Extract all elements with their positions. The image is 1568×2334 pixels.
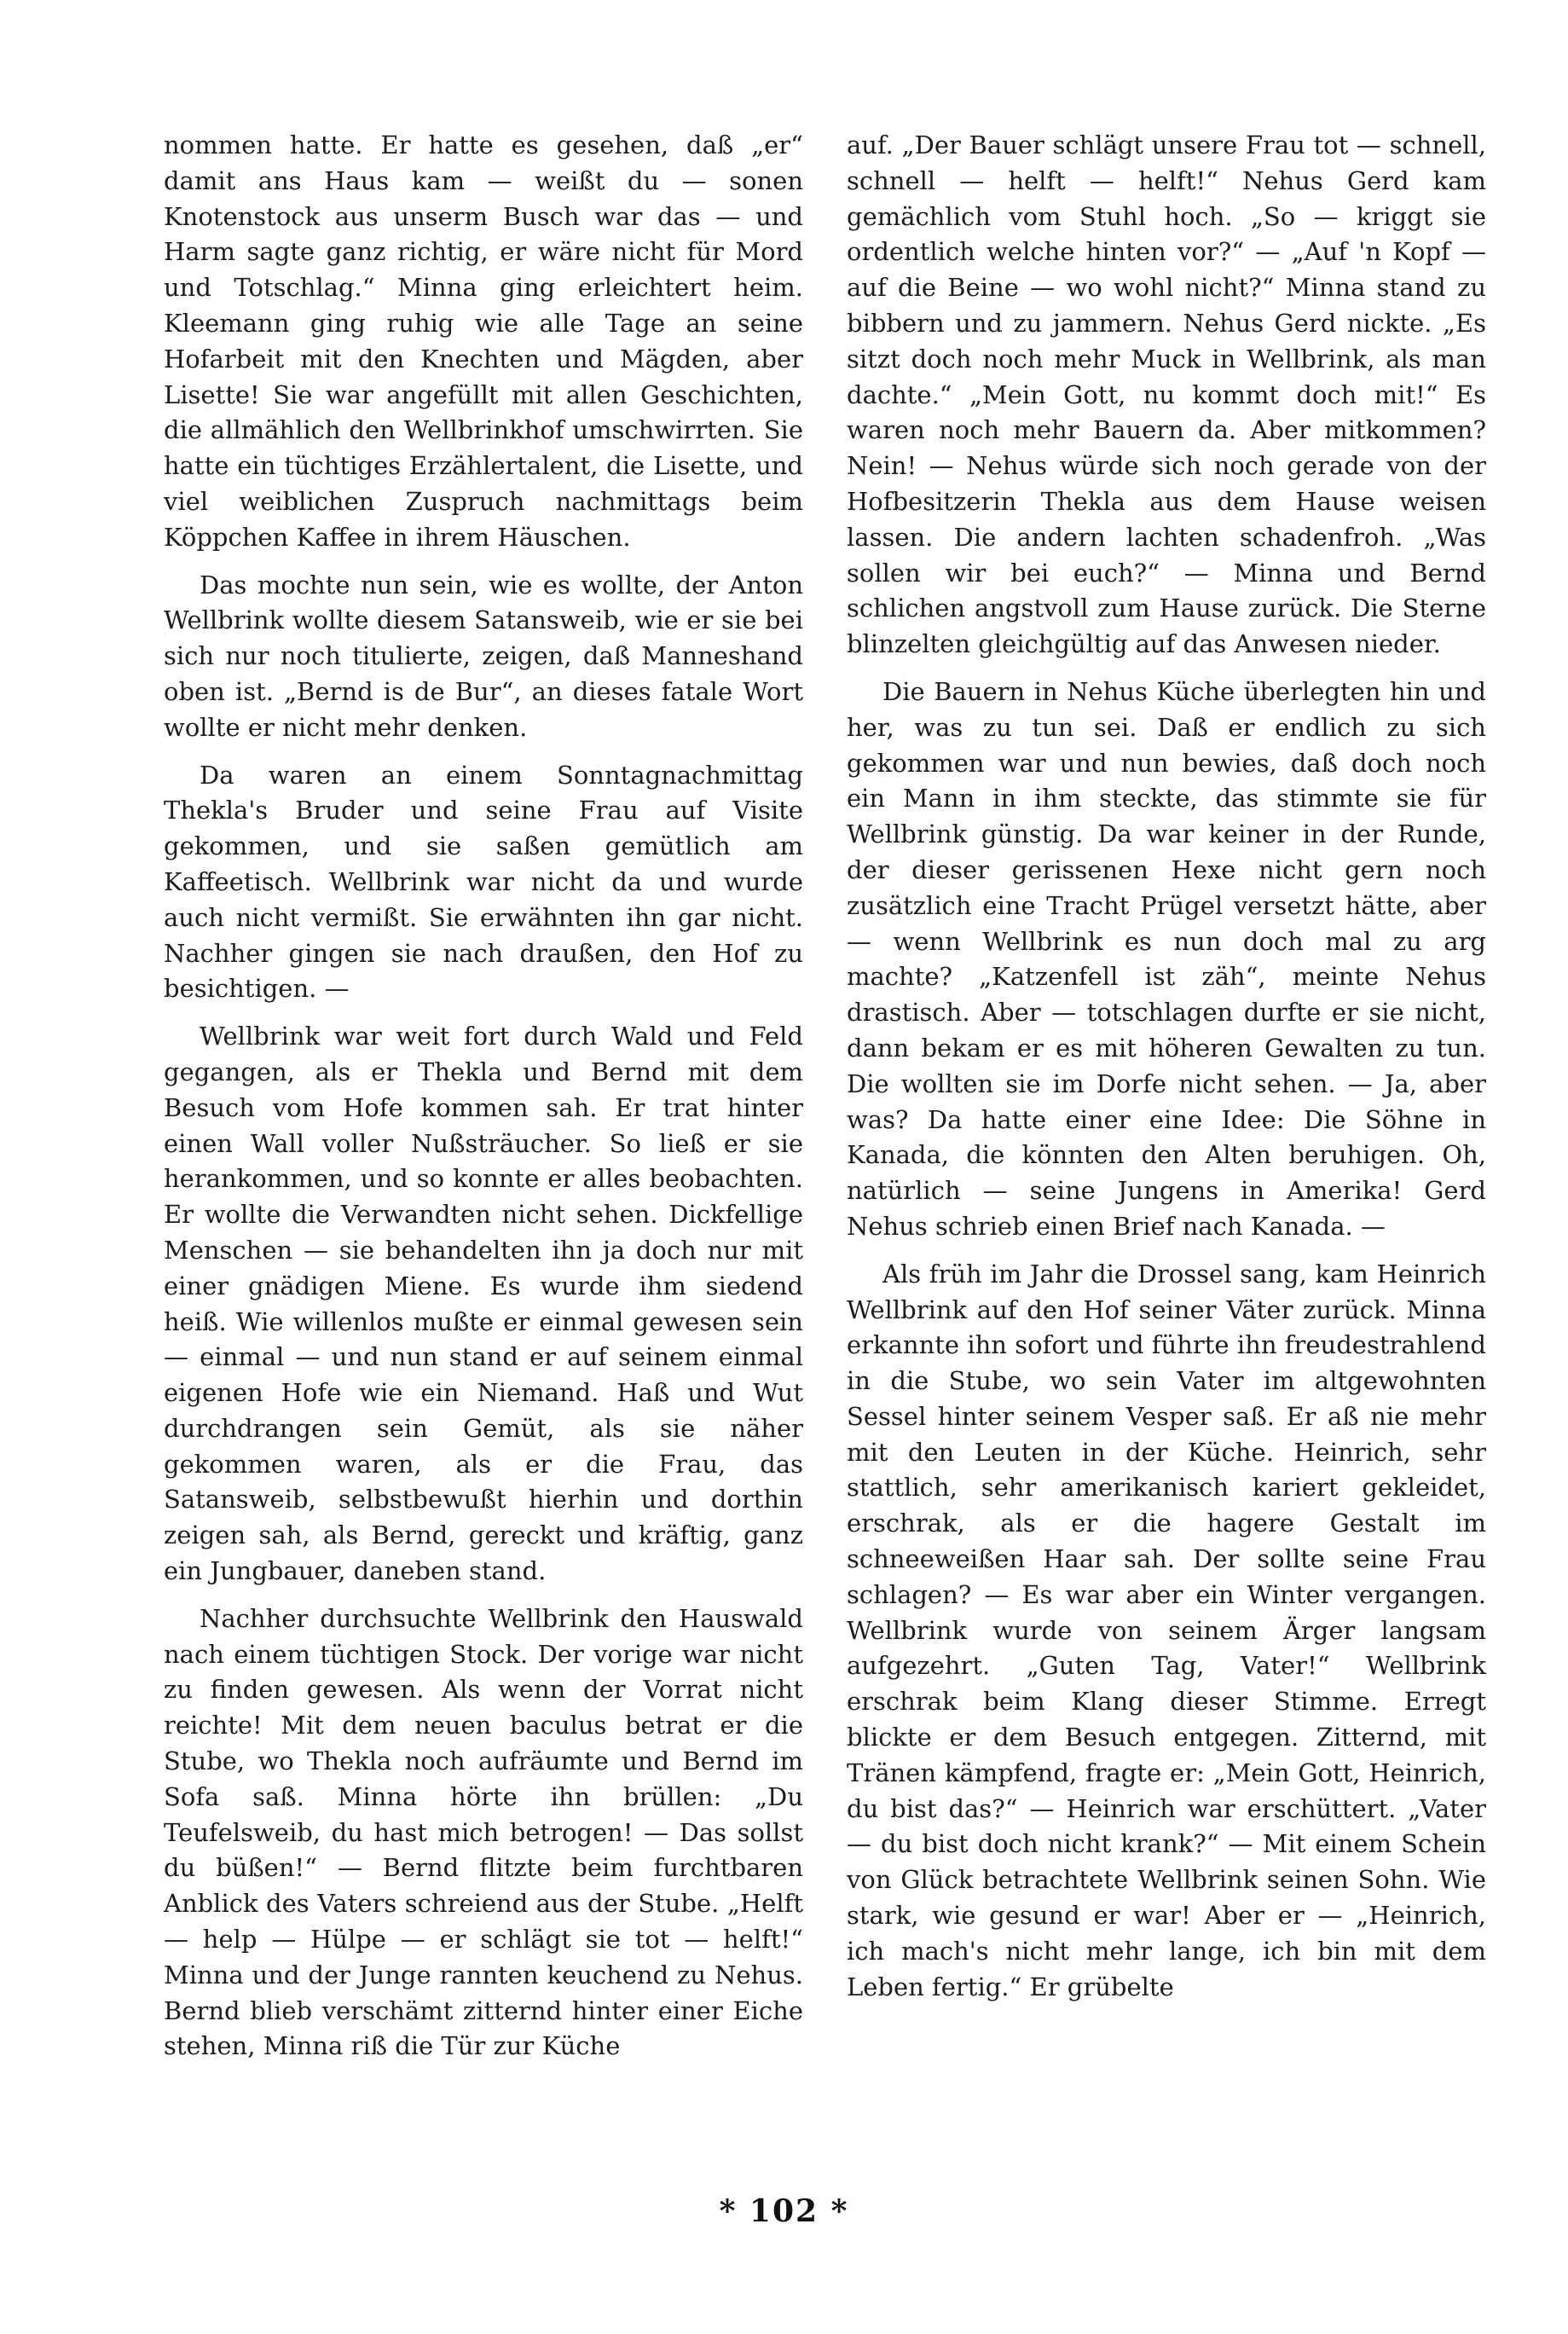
paragraph: Nachher durchsuchte Wellbrink den Hauswald nach einem tüchtigen Stock. Der vorige war nicht zu finden gewesen. Als wenn der Vorrat nicht reichte! Mit dem neuen baculus betrat er die Stube, wo Thekla noch aufräumte und Bernd im Sofa saß. Minna hörte ihn brüllen: „Du Teufelsweib, du hast mich betrogen! — Das sollst du büßen!“ — Bernd flitzte beim furchtbaren Anblick des Vaters schreiend aus der Stube. „Helft — help — Hülpe — er schlägt sie tot — helft!“ Minna und der Junge rannten keuchend zu Nehus. Bernd blieb verschämt zitternd hinter einer Eiche stehen, Minna riß die Tür zur Küche: [164, 1603, 803, 2061]
paragraph: auf. „Der Bauer schlägt unsere Frau tot — schnell, schnell — helft — helft!“ Nehus Gerd kam gemächlich vom Stuhl hoch. „So — kriggt sie ordentlich welche hinten vor?“ — „Auf 'n Kopf — auf die Beine — wo wohl nicht?“ Minna stand zu bibbern und zu jammern. Nehus Gerd nickte. „Es sitzt doch noch mehr Muck in Wellbrink, als man dachte.“ „Mein Gott, nu kommt doch mit!“ Es waren noch mehr Bauern da. Aber mitkommen? Nein! — Nehus würde sich noch gerade von der Hofbesitzerin Thekla aus dem Hause weisen lassen. Die andern lachten schadenfroh. „Was sollen wir bei euch?“ — Minna und Bernd schlichen angstvoll zum Hause zurück. Die Sterne blinzelten gleichgültig auf das Anwesen nieder.: [847, 130, 1486, 659]
paragraph: Die Bauern in Nehus Küche überlegten hin und her, was zu tun sei. Daß er endlich zu sich gekommen war und nun bewies, daß doch noch ein Mann in ihm steckte, das stimmte sie für Wellbrink günstig. Da war keiner in der Runde, der dieser gerissenen Hexe nicht gern noch zusätzlich eine Tracht Prügel versetzt hätte, aber — wenn Wellbrink es nun doch mal zu arg machte? „Katzenfell ist zäh“, meinte Nehus drastisch. Aber — totschlagen durfte er sie nicht, dann bekam er es mit höheren Gewalten zu tun. Die wollten sie im Dorfe nicht sehen. — Ja, aber was? Da hatte einer eine Idee: Die Söhne in Kanada, die könnten den Alten beruhigen. Oh, natürlich — seine Jungens in Amerika! Gerd Nehus schrieb einen Brief nach Kanada. —: [847, 676, 1486, 1241]
paragraph: Wellbrink war weit fort durch Wald und Feld gegangen, als er Thekla und Bernd mit dem Besuch vom Hofe kommen sah. Er trat hinter einen Wall voller Nußsträucher. So ließ er sie herankommen, und so konnte er alles beobachten. Er wollte die Verwandten nicht sehen. Dickfellige Menschen — sie behandelten ihn ja doch nur mit einer gnädigen Miene. Es wurde ihm siedend heiß. Wie willenlos mußte er einmal gewesen sein — einmal — und nun stand er auf seinem einmal eigenen Hofe wie ein Niemand. Haß und Wut durchdrangen sein Gemüt, als sie näher gekommen waren, als er die Frau, das Satansweib, selbstbewußt hierhin und dorthin zeigen sah, als Bernd, gereckt und kräftig, ganz ein Jungbauer, daneben stand.: [164, 1022, 803, 1586]
page-number: * 102 *: [719, 2193, 849, 2229]
left-text-column: [164, 128, 803, 2076]
paragraph: Das mochte nun sein, wie es wollte, der Anton Wellbrink wollte diesem Satansweib, wie er sie bei sich nur noch titulierte, zeigen, daß Manneshand oben ist. „Bernd is de Bur“, an dieses fatale Wort wollte er nicht mehr denken.: [164, 570, 803, 742]
paragraph: Als früh im Jahr die Drossel sang, kam Heinrich Wellbrink auf den Hof seiner Väter zurück. Minna erkannte ihn sofort und führte ihn freudestrahlend in die Stube, wo sein Vater im altgewohnten Sessel hinter seinem Vesper saß. Er aß nie mehr mit den Leuten in der Küche. Heinrich, sehr stattlich, sehr amerikanisch kariert gekleidet, erschrak, als er die hagere Gestalt im schneeweißen Haar sah. Der sollte seine Frau schlagen? — Es war aber ein Winter vergangen. Wellbrink wurde von seinem Ärger langsam aufgezehrt. „Guten Tag, Vater!“ Wellbrink erschrak beim Klang dieser Stimme. Erregt blickte er dem Besuch entgegen. Zitternd, mit Tränen kämpfend, fragte er: „Mein Gott, Heinrich, du bist das?“ — Heinrich war erschüttert. „Vater — du bist doch nicht krank?“ — Mit einem Schein von Glück betrachtete Wellbrink seinen Sohn. Wie stark, wie gesund er war! Aber er — „Heinrich, ich mach's nicht mehr lange, ich bin mit dem Leben fertig.“ Er grübelte: [847, 1259, 1486, 2001]
paragraph: Da waren an einem Sonntagnachmittag Thekla's Bruder und seine Frau auf Visite gekommen, und sie saßen gemütlich am Kaffeetisch. Wellbrink war nicht da und wurde auch nicht vermißt. Sie erwähnten ihn gar nicht. Nachher gingen sie nach draußen, den Hof zu besichtigen. —: [164, 760, 803, 1004]
paragraph: nommen hatte. Er hatte es gesehen, daß „er“ damit ans Haus kam — weißt du — sonen Knotenstock aus unserm Busch war das — und Harm sagte ganz richtig, er wäre nicht für Mord und Totschlag.“ Minna ging erleichtert heim. Kleemann ging ruhig wie alle Tage an seine Hofarbeit mit den Knechten und Mägden, aber Lisette! Sie war angefüllt mit allen Geschichten, die allmählich den Wellbrinkhof umschwirrten. Sie hatte ein tüchtiges Erzählertalent, die Lisette, und viel weiblichen Zuspruch nachmittags beim Köppchen Kaffee in ihrem Häuschen.: [164, 130, 803, 552]
right-text-column: [847, 128, 1486, 2017]
